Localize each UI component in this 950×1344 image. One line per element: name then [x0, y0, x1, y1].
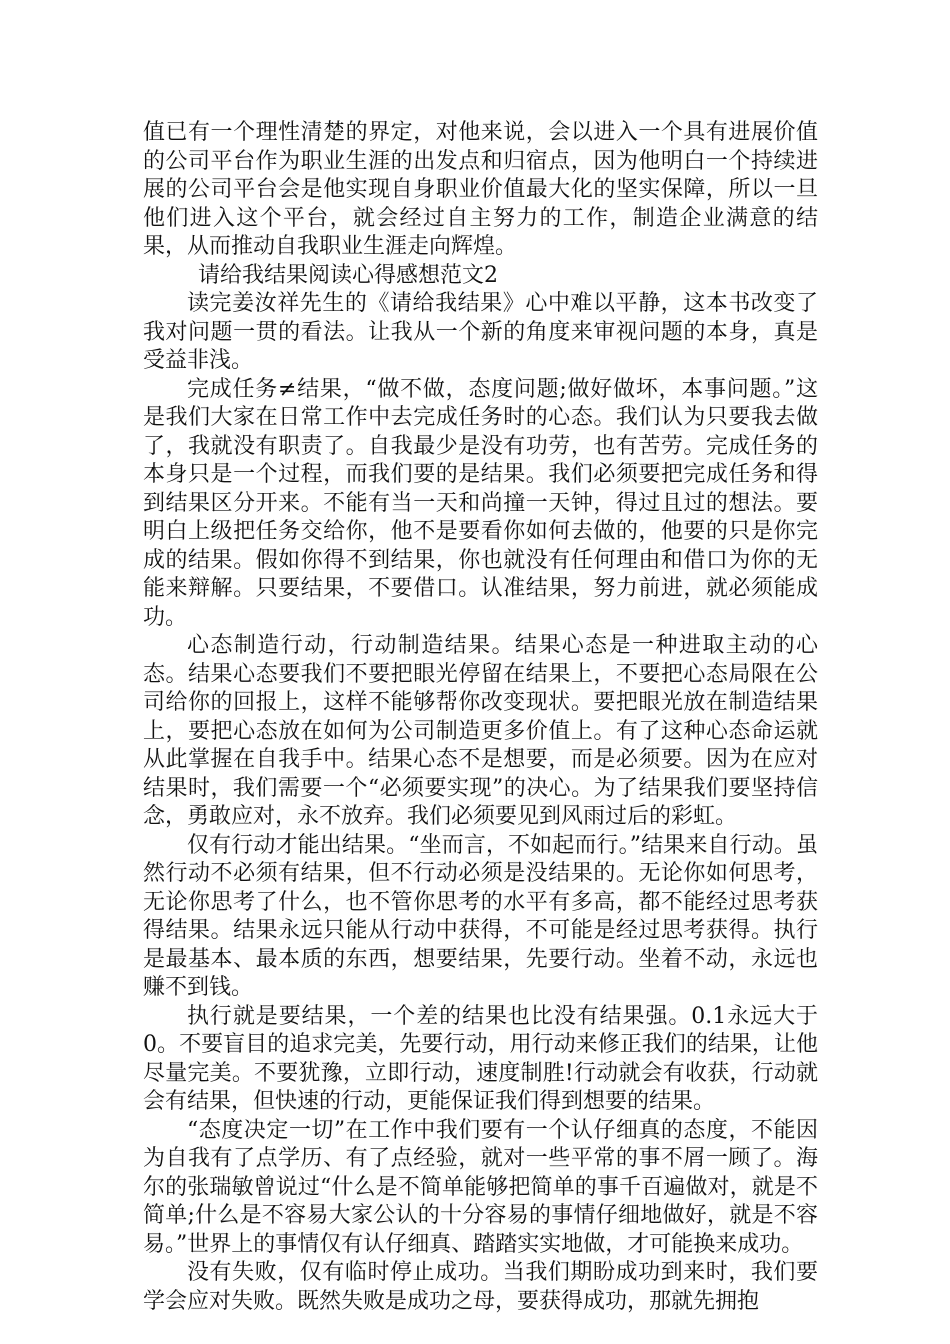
section-heading: 请给我结果阅读心得感想范文2 [198, 262, 498, 288]
paragraph-execution: 执行就是要结果，一个差的结果也比没有结果强。0.1永远大于0。不要盲目的追求完美，先要行动，用行动来修正我们的结果，让他尽量完美。不要犹豫，立即行动，速度制胜!行动就会有收获，行动就会有结果，但快速的行动，更能保证我们得到想要的结果。 [143, 1003, 818, 1114]
paragraph-task-vs-result: 完成任务≠结果，“做不做，态度问题;做好做坏，本事问题。”这是我们大家在日常工作中去完成任务时的心态。我们认为只要我去做了，我就没有职责了。自我最少是没有功劳，也有苦劳。完成任务的本身只是一个过程，而我们要的是结果。我们必须要把完成任务和得到结果区分开来。不能有当一天和尚撞一天钟，得过且过的想法。要明白上级把任务交给你，他不是要看你如何去做的，他要的只是你完成的结果。假如你得不到结果，你也就没有任何理由和借口为你的无能来辩解。只要结果，不要借口。认准结果，努力前进，就必须能成功。 [143, 376, 818, 630]
paragraph-mindset: 心态制造行动，行动制造结果。结果心态是一种进取主动的心态。结果心态要我们不要把眼光停留在结果上，不要把心态局限在公司给你的回报上，这样不能够帮你改变现状。要把眼光放在制造结果上，要把心态放在如何为公司制造更多价值上。有了这种心态命运就从此掌握在自我手中。结果心态不是想要，而是必须要。因为在应对结果时，我们需要一个“必须要实现”的决心。为了结果我们要坚持信念，勇敢应对，永不放弃。我们必须要见到风雨过后的彩虹。 [143, 633, 818, 829]
paragraph-action: 仅有行动才能出结果。“坐而言，不如起而行。”结果来自行动。虽然行动不必须有结果，但不行动必须是没结果的。无论你如何思考，无论你思考了什么，也不管你思考的水平有多高，都不能经过思考获得结果。结果永远只能从行动中获得，不可能是经过思考获得。执行是最基本、最本质的东西，想要结果，先要行动。坐着不动，永远也赚不到钱。 [143, 832, 818, 1000]
paragraph-intro: 读完姜汝祥先生的《请给我结果》心中难以平静，这本书改变了我对问题一贯的看法。让我从一个新的角度来审视问题的本身，真是受益非浅。 [143, 291, 818, 373]
paragraph-continuation: 值已有一个理性清楚的界定，对他来说，会以进入一个具有进展价值的公司平台作为职业生涯的出发点和归宿点，因为他明白一个持续进展的公司平台会是他实现自身职业价值最大化的坚实保障，所以一旦他们进入这个平台，就会经过自主努力的工作，制造企业满意的结果，从而推动自我职业生涯走向辉煌。 [143, 120, 818, 259]
paragraph-attitude: “态度决定一切”在工作中我们要有一个认仔细真的态度，不能因为自我有了点学历、有了点经验，就对一些平常的事不屑一顾了。海尔的张瑞敏曾说过“什么是不简单能够把简单的事千百遍做对，就是不简单;什么是不容易大家公认的十分容易的事情仔细地做好，就是不容易。”世界上的事情仅有认仔细真、踏踏实实地做，才可能换来成功。 [143, 1117, 818, 1257]
document-body [143, 119, 818, 1316]
paragraph-failure: 没有失败，仅有临时停止成功。当我们期盼成功到来时，我们要学会应对失败。既然失败是成功之母，要获得成功，那就先拥抱 [143, 1260, 818, 1314]
